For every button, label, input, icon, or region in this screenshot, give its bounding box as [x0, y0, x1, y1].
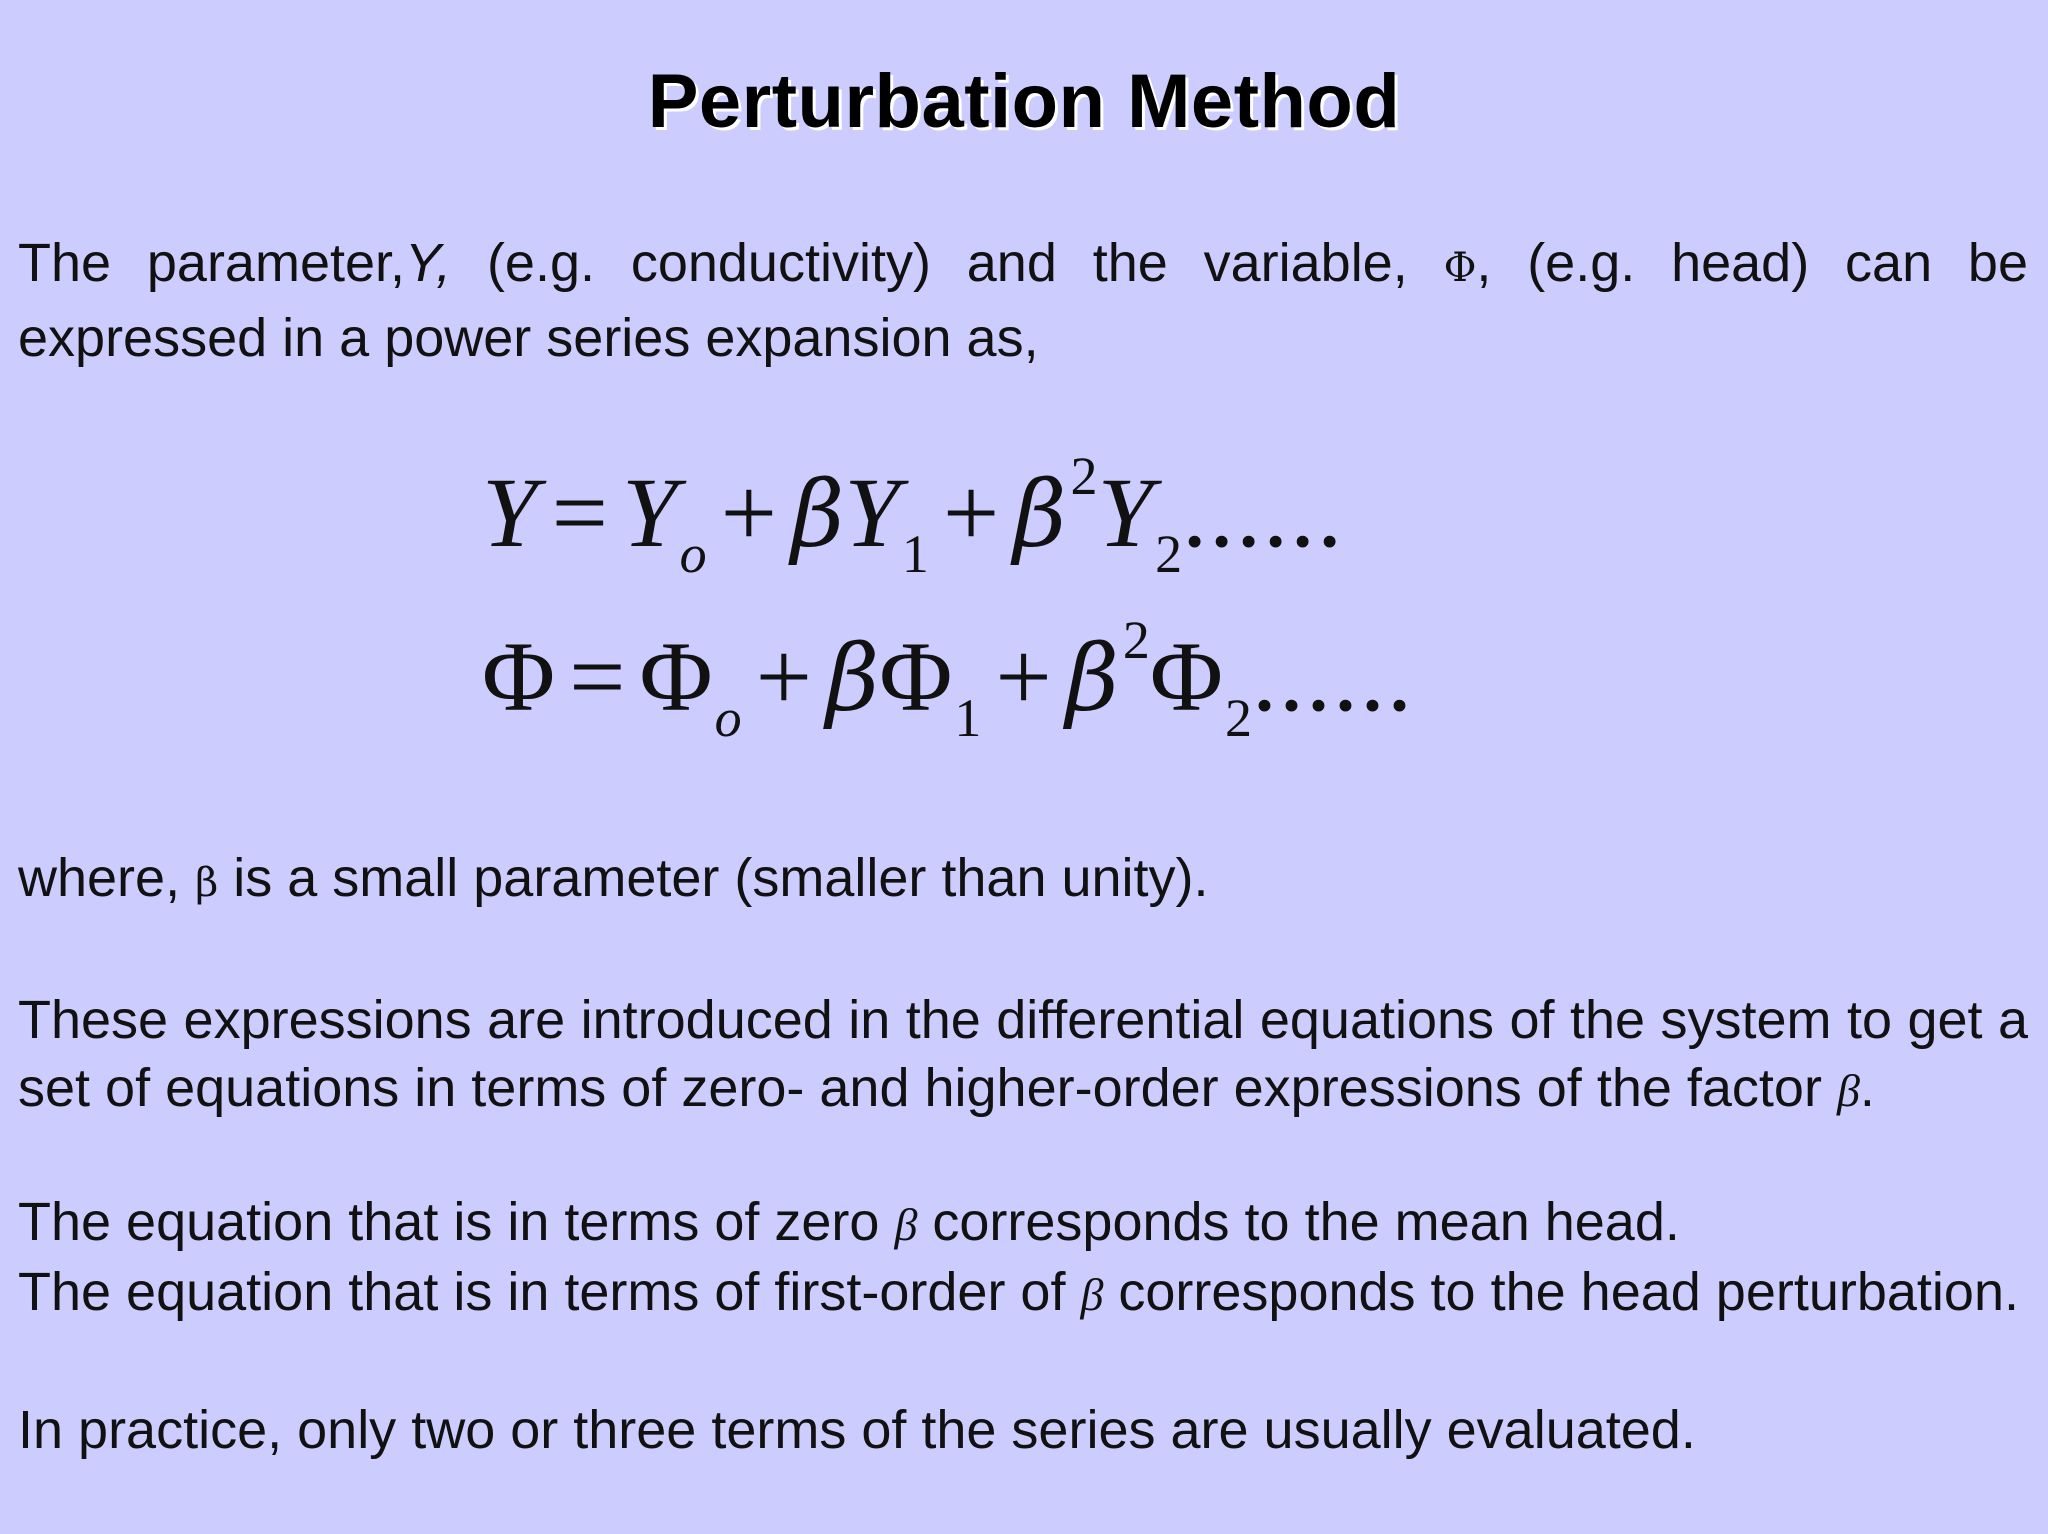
- body-paragraph-4: In practice, only two or three terms of the series are usually evaluated.: [18, 1400, 1696, 1460]
- body-p2-beta: β: [894, 1199, 918, 1250]
- eq1-dots: ......: [1182, 457, 1345, 568]
- eq2-equals: =: [569, 621, 626, 732]
- eq1-term0: Y: [622, 457, 678, 568]
- eq2-term1: Φ: [879, 621, 953, 732]
- eq2-beta2-sup: 2: [1122, 610, 1150, 670]
- intro-paragraph: [18, 228, 2028, 373]
- phi-symbol: Φ: [1443, 245, 1477, 291]
- eq1-term2-sub: 2: [1155, 524, 1183, 584]
- eq1-plus2: +: [942, 457, 1000, 568]
- eq2-beta2: β: [1065, 625, 1119, 732]
- eq1-term2: Y: [1097, 457, 1154, 568]
- where-line: [18, 844, 2028, 917]
- body-p3-text-2: corresponds to the head perturbation.: [1103, 1262, 2019, 1322]
- slide-title: Perturbation Method: [647, 59, 1401, 144]
- body-p2-text-1: The equation that is in terms of zero: [18, 1192, 895, 1252]
- eq1-term1-sub: 1: [901, 524, 929, 584]
- intro-text-1: The parameter,: [18, 233, 406, 293]
- body-p1-text-1: These expressions are introduced in the differential equations of the system to get a set of equations in terms of zero- and higher-order expressions of the factor: [18, 990, 2028, 1118]
- eq2-term0: Φ: [639, 621, 713, 732]
- eq1-beta2: β: [1013, 461, 1067, 568]
- eq2-dots: ......: [1252, 621, 1415, 732]
- eq1-equals: =: [551, 457, 609, 568]
- eq2-beta1: β: [826, 625, 880, 732]
- body-p1-text-2: .: [1859, 1058, 1875, 1118]
- intro-param-y: Y,: [405, 233, 452, 293]
- body-p2-text-2: corresponds to the mean head.: [917, 1192, 1680, 1252]
- where-text-1: where,: [18, 848, 196, 908]
- eq2-lhs: Φ: [482, 621, 556, 732]
- eq2-term2-sub: 2: [1225, 688, 1253, 748]
- eq1-term1: Y: [844, 457, 900, 568]
- eq1-beta2-sup: 2: [1070, 446, 1098, 506]
- intro-text-2: (e.g. conductivity) and the variable,: [451, 233, 1444, 293]
- eq1-plus1: +: [720, 457, 778, 568]
- body-paragraph-2: [18, 1188, 2028, 1259]
- eq1-beta1: β: [791, 461, 845, 568]
- eq2-plus2: +: [995, 621, 1052, 732]
- equation-y-expansion: [482, 446, 1345, 584]
- body-paragraph-3: [18, 1256, 2028, 1331]
- eq1-term0-sub: o: [679, 524, 707, 584]
- body-p3-text-1: The equation that is in terms of first-order of: [18, 1262, 1081, 1322]
- equation-phi-expansion: [482, 610, 1415, 748]
- body-p1-beta: β: [1836, 1065, 1860, 1116]
- beta-symbol: β: [195, 860, 219, 906]
- eq2-term0-sub: o: [714, 688, 742, 748]
- body-paragraph-1: [18, 986, 2028, 1125]
- eq1-lhs: Y: [482, 457, 538, 568]
- body-p3-beta: β: [1080, 1269, 1104, 1320]
- where-text-2: is a small parameter (smaller than unity).: [218, 848, 1209, 908]
- intro-text-3: , (e.g. head) can be expressed in a power series expansion as,: [18, 233, 2028, 368]
- eq2-term1-sub: 1: [954, 688, 982, 748]
- eq2-plus1: +: [755, 621, 813, 732]
- eq2-term2: Φ: [1149, 621, 1224, 732]
